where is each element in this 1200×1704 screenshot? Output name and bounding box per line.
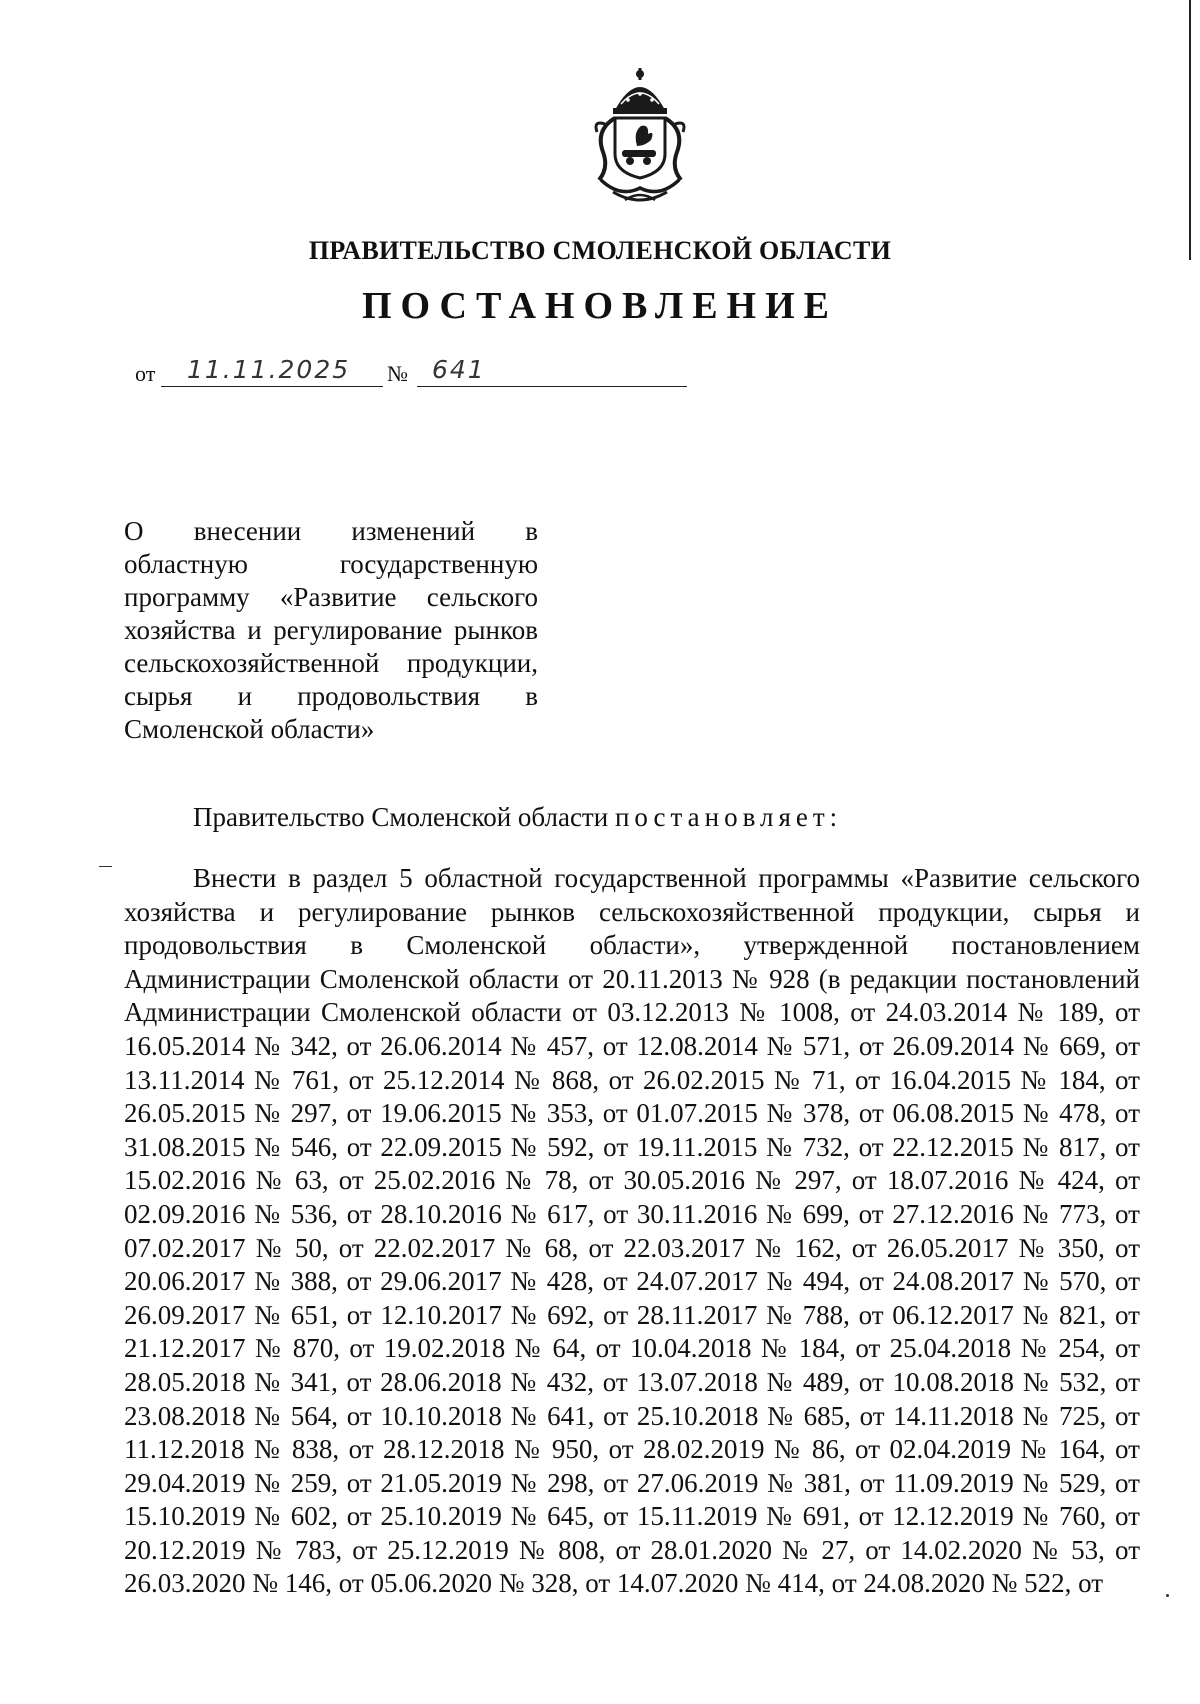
- scan-speck: [1166, 1594, 1169, 1597]
- decree-prefix: Правительство Смоленской области: [193, 802, 615, 832]
- body-paragraph: Внести в раздел 5 областной государственной программы «Развитие сельского хозяйства и регулирование рынков сельскохозяйственной продукции, сырья и продовольствия в Смоленской области», утвержденной постановлением Администрации Смоленской области от 20.11.2013 № 928 (в редакции постановлений Администрации Смоленской области от 03.12.2013 № 1008, от 24.03.2014 № 189, от 16.05.2014 № 342, от 26.06.2014 № 457, от 12.08.2014 № 571, от 26.09.2014 № 669, от 13.11.2014 № 761, от 25.12.2014 № 868, от 26.02.2015 № 71, от 16.04.2015 № 184, от 26.05.2015 № 297, от 19.06.2015 № 353, от 01.07.2015 № 378, от 06.08.2015 № 478, от 31.08.2015 № 546, от 22.09.2015 № 592, от 19.11.2015 № 732, от 22.12.2015 № 817, от 15.02.2016 № 63, от 25.02.2016 № 78, от 30.05.2016 № 297, от 18.07.2016 № 424, от 02.09.2016 № 536, от 28.10.2016 № 617, от 30.11.2016 № 699, от 27.12.2016 № 773, от 07.02.2017 № 50, от 22.02.2017 № 68, от 22.03.2017 № 162, от 26.05.2017 № 350, от 20.06.2017 № 388, от 29.06.2017 № 428, от 24.07.2017 № 494, от 24.08.2017 № 570, от 26.09.2017 № 651, от 12.10.2017 № 692, от 28.11.2017 № 788, от 06.12.2017 № 821, от 21.12.2017 № 870, от 19.02.2018 № 64, от 10.04.2018 № 184, от 25.04.2018 № 254, от 28.05.2018 № 341, от 28.06.2018 № 432, от 13.07.2018 № 489, от 10.08.2018 № 532, от 23.08.2018 № 564, от 10.10.2018 № 641, от 25.10.2018 № 685, от 14.11.2018 № 725, от 11.12.2018 № 838, от 28.12.2018 № 950, от 28.02.2019 № 86, от 02.04.2019 № 164, от 29.04.2019 № 259, от 21.05.2019 № 298, от 27.06.2019 № 381, от 11.09.2019 № 529, от 15.10.2019 № 602, от 25.10.2019 № 645, от 15.11.2019 № 691, от 12.12.2019 № 760, от 20.12.2019 № 783, от 25.12.2019 № 808, от 28.01.2020 № 27, от 14.02.2020 № 53, от 26.03.2020 № 146, от 05.06.2020 № 328, от 14.07.2020 № 414, от 24.08.2020 № 522, от: [124, 863, 1140, 1599]
- number-underline: [417, 386, 687, 387]
- document-type-title: ПОСТАНОВЛЕНИЕ: [361, 285, 839, 327]
- decree-verb: постановляет:: [614, 802, 843, 832]
- organization-title: ПРАВИТЕЛЬСТВО СМОЛЕНСКОЙ ОБЛАСТИ: [308, 236, 892, 265]
- handwritten-number: 641: [432, 355, 486, 384]
- document-subject: О внесении изменений в областную государственную программу «Развитие сельского хозяйства и регулирование рынков сельскохозяйственной продукции, сырья и продовольствия в Смоленской области»: [124, 516, 538, 744]
- scan-edge-mark: [1189, 0, 1191, 260]
- decree-line: [193, 802, 842, 833]
- number-label: №: [387, 361, 408, 386]
- handwritten-date: 11.11.2025: [187, 355, 351, 384]
- smolensk-coat-of-arms-icon: [585, 68, 695, 208]
- margin-dash-mark: [99, 866, 112, 867]
- date-label: от: [135, 361, 156, 386]
- date-underline: [161, 386, 383, 387]
